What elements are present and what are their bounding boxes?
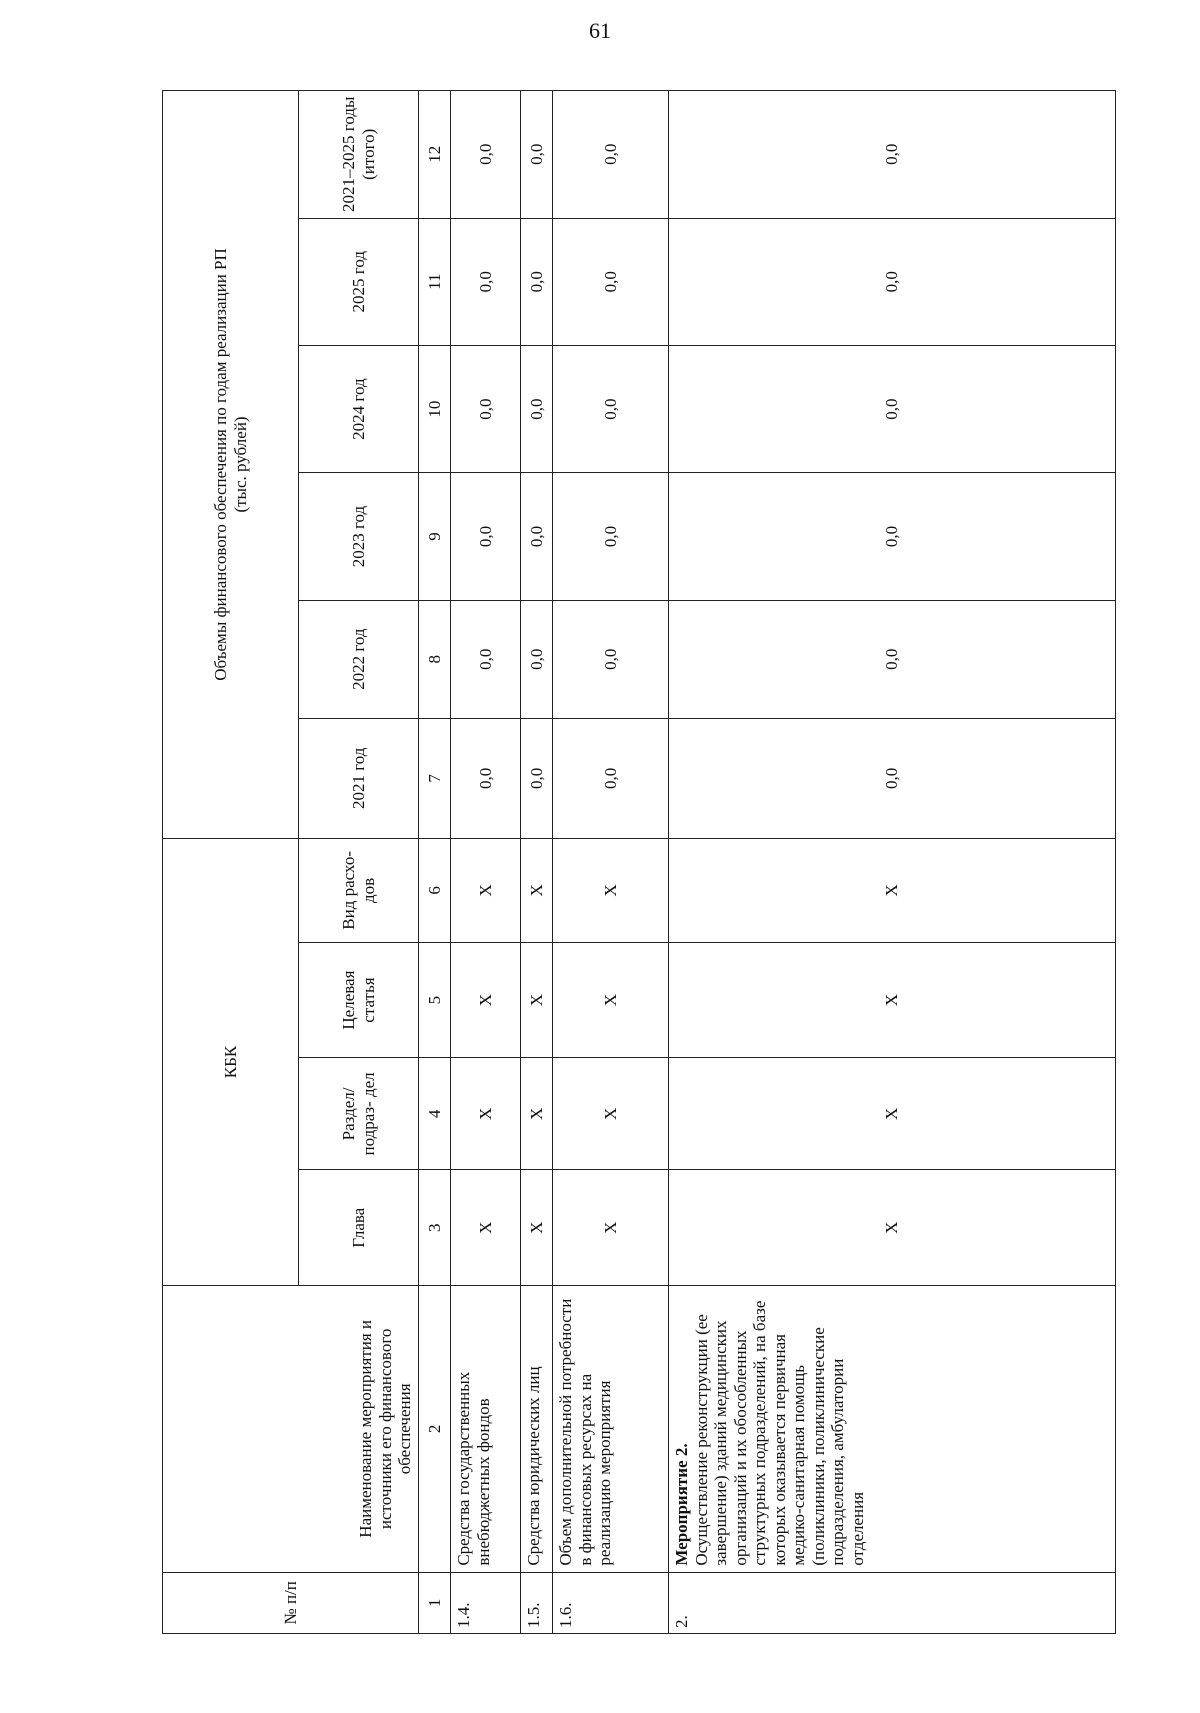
header-year-2023: 2023 год (299, 473, 419, 600)
value-cell: 0,0 (521, 218, 553, 345)
value-cell: 0,0 (451, 718, 521, 838)
kbk-cell: X (669, 1170, 1116, 1286)
value-cell: 0,0 (451, 91, 521, 219)
header-kbk-chapter: Глава (299, 1170, 419, 1286)
value-cell: 0,0 (553, 345, 669, 472)
kbk-cell: X (669, 1058, 1116, 1170)
col-number: 9 (419, 473, 451, 600)
col-number: 10 (419, 345, 451, 472)
column-number-row (419, 91, 451, 1634)
kbk-cell: X (669, 838, 1116, 942)
kbk-cell: X (521, 838, 553, 942)
table-row (669, 91, 1116, 1634)
value-cell: 0,0 (451, 473, 521, 600)
header-kbk-section: Раздел/ подраз- дел (299, 1058, 419, 1170)
header-name: Наименование мероприятия и источники его финансового обеспечения (163, 1286, 419, 1573)
row-num: 1.5. (521, 1572, 553, 1633)
col-number: 6 (419, 838, 451, 942)
row-num: 1.6. (553, 1572, 669, 1633)
header-kbk-type: Вид расхо- дов (299, 838, 419, 942)
value-cell: 0,0 (451, 600, 521, 718)
value-cell: 0,0 (553, 91, 669, 219)
value-cell: 0,0 (669, 345, 1116, 472)
value-cell: 0,0 (521, 600, 553, 718)
col-number: 3 (419, 1170, 451, 1286)
col-number: 7 (419, 718, 451, 838)
value-cell: 0,0 (521, 718, 553, 838)
kbk-cell: X (553, 1170, 669, 1286)
value-cell: 0,0 (521, 473, 553, 600)
rotated-table-frame (162, 90, 1115, 1634)
header-year-2022: 2022 год (299, 600, 419, 718)
kbk-cell: X (669, 942, 1116, 1058)
value-cell: 0,0 (521, 345, 553, 472)
table-row (521, 91, 553, 1634)
event-title: Мероприятие 2. (672, 1443, 691, 1566)
header-kbk-target: Целевая статья (299, 942, 419, 1058)
funding-title: Объемы финансового обеспечения по годам реализации РП (210, 248, 230, 681)
table-row (553, 91, 669, 1634)
col-number: 1 (419, 1572, 451, 1633)
col-number: 11 (419, 218, 451, 345)
col-number: 12 (419, 91, 451, 219)
value-cell: 0,0 (521, 91, 553, 219)
col-number: 5 (419, 942, 451, 1058)
kbk-cell: X (451, 1058, 521, 1170)
header-row-1 (163, 91, 299, 1634)
col-number: 8 (419, 600, 451, 718)
kbk-cell: X (451, 838, 521, 942)
col-number: 2 (419, 1286, 451, 1573)
table-container (162, 90, 1115, 1634)
kbk-cell: X (553, 1058, 669, 1170)
value-cell: 0,0 (669, 218, 1116, 345)
kbk-cell: X (521, 942, 553, 1058)
row-name: Средства юридических лиц (521, 1286, 553, 1573)
value-cell: 0,0 (553, 718, 669, 838)
row-num: 1.4. (451, 1572, 521, 1633)
header-funding (163, 91, 299, 839)
value-cell: 0,0 (669, 600, 1116, 718)
kbk-cell: X (553, 838, 669, 942)
kbk-cell: X (451, 942, 521, 1058)
event-description: Осуществление реконструкции (ее завершение) зданий медицинских организаций и их обособленных структурных подразделений, на базе которых оказывается первичная медико-санитарная помощь (поликлиники, поликлинические подразделения, амбулатории отделения (691, 1300, 867, 1566)
value-cell: 0,0 (451, 218, 521, 345)
value-cell: 0,0 (669, 718, 1116, 838)
value-cell: 0,0 (553, 218, 669, 345)
kbk-cell: X (553, 942, 669, 1058)
funding-table (162, 90, 1116, 1634)
row-name (669, 1286, 1116, 1573)
header-year-total: 2021–2025 годы (итого) (299, 91, 419, 219)
row-num: 2. (669, 1572, 1116, 1633)
value-cell: 0,0 (553, 473, 669, 600)
header-kbk: КБК (163, 838, 299, 1285)
value-cell: 0,0 (669, 473, 1116, 600)
header-year-2025: 2025 год (299, 218, 419, 345)
header-num: № п/п (163, 1572, 419, 1633)
funding-unit: (тыс. рублей) (230, 416, 250, 513)
page-number: 61 (589, 18, 611, 43)
kbk-cell: X (451, 1170, 521, 1286)
col-number: 4 (419, 1058, 451, 1170)
header-year-2021: 2021 год (299, 718, 419, 838)
value-cell: 0,0 (669, 91, 1116, 219)
kbk-cell: X (521, 1170, 553, 1286)
kbk-cell: X (521, 1058, 553, 1170)
table-row (451, 91, 521, 1634)
header-year-2024: 2024 год (299, 345, 419, 472)
value-cell: 0,0 (553, 600, 669, 718)
row-name: Объем дополнительной потребности в финансовых ресурсах на реализацию мероприятия (553, 1286, 669, 1573)
value-cell: 0,0 (451, 345, 521, 472)
row-name: Средства государственных внебюджетных фондов (451, 1286, 521, 1573)
